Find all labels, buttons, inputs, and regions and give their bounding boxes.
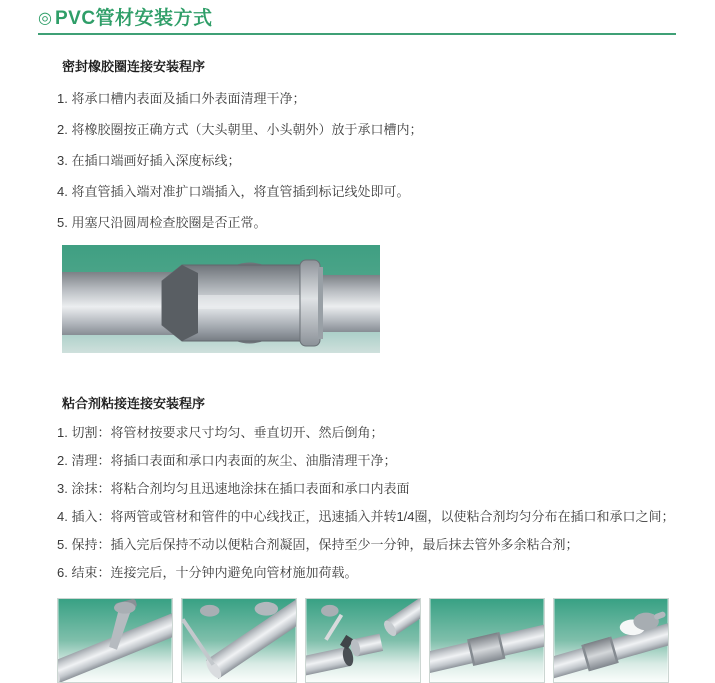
section-heading: 密封橡胶圈连接安装程序 [62, 59, 206, 74]
step-item: 6. 结束：连接完后，十分钟内避免向管材施加荷载。 [57, 565, 358, 580]
installation-photos-row [57, 598, 675, 683]
step-list [57, 425, 675, 580]
step-item: 1. 将承口槽内表面及插口外表面清理干净； [57, 91, 306, 106]
rubber-ring-socket-joint-illustration [62, 245, 380, 353]
section-heading: 粘合剂粘接连接安装程序 [62, 396, 206, 411]
step-item: 3. 涂抹：将粘合剂均匀且迅速地涂抹在插口表面和承口内表面 [57, 481, 410, 496]
double-circle-bullet-icon: ◎ [38, 10, 52, 27]
step-item: 5. 用塞尺沿圆周检查胶圈是否正常。 [57, 215, 267, 230]
page-header [0, 0, 715, 35]
page-title-text: PVC管材安装方式 [54, 8, 213, 29]
section-rubber-ring [57, 56, 675, 353]
step-item: 4. 将直管插入端对准扩口端插入，将直管插到标记线处即可。 [57, 184, 410, 199]
section-adhesive [57, 393, 675, 683]
step-item: 4. 插入：将两管或管材和管件的中心线找正，迅速插入并转1/4圈，以使粘合剂均匀分布在插口和承口之间； [57, 509, 675, 524]
step-item: 5. 保持：插入完后保持不动以便粘合剂凝固，保持至少一分钟，最后抹去管外多余粘合剂； [57, 537, 579, 552]
page-title [38, 8, 676, 30]
pipe-joint-figure [62, 245, 380, 353]
page-content [0, 56, 715, 683]
chamfering-pipe-end-photo [181, 598, 297, 683]
title-underline [38, 33, 676, 35]
applying-adhesive-photo [305, 598, 421, 683]
step-list [57, 91, 675, 230]
wiping-joint-photo [553, 598, 669, 683]
sawing-pipe-photo [57, 598, 173, 683]
step-item: 2. 清理：将插口表面和承口内表面的灰尘、油脂清理干净； [57, 453, 397, 468]
step-item: 3. 在插口端画好插入深度标线； [57, 153, 241, 168]
step-item: 1. 切割：将管材按要求尺寸均匀、垂直切开、然后倒角； [57, 425, 384, 440]
step-item: 2. 将橡胶圈按正确方式（大头朝里、小头朝外）放于承口槽内； [57, 122, 423, 137]
assembled-joint-photo [429, 598, 545, 683]
